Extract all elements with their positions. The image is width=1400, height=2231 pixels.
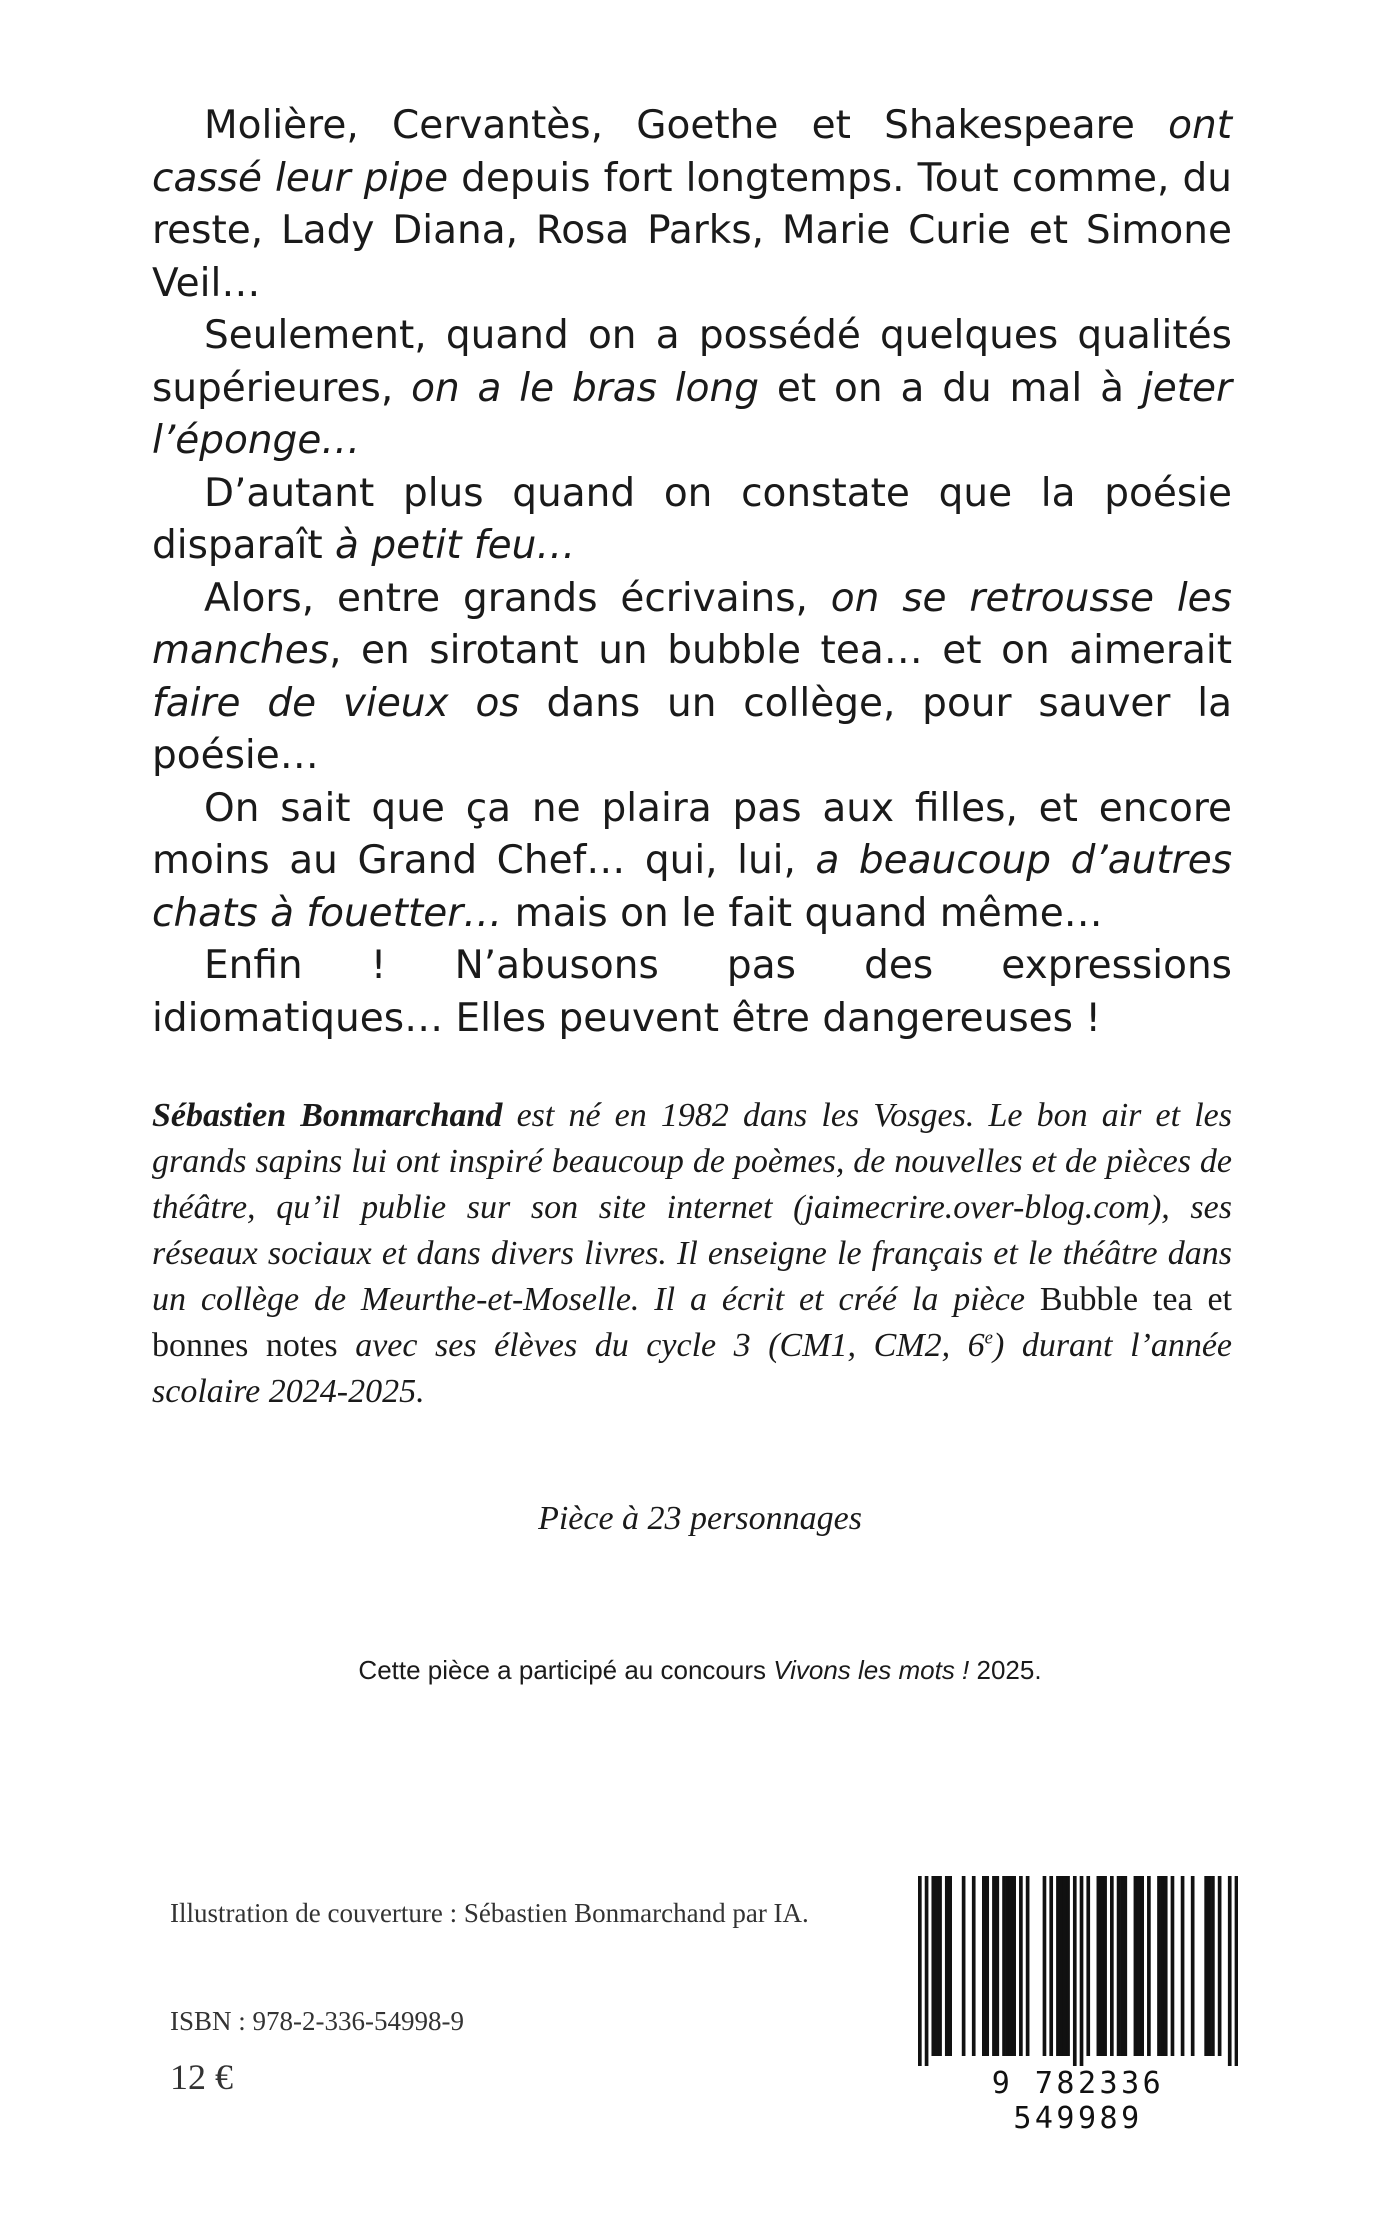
price: 12 € — [170, 2057, 233, 2097]
barcode-bar — [985, 1876, 989, 2056]
barcode-bar — [1147, 1876, 1151, 2056]
barcode — [918, 1876, 1238, 2136]
barcode-bar — [938, 1876, 942, 2056]
barcode-bar — [1019, 1876, 1023, 2056]
barcode-bar — [1097, 1876, 1101, 2056]
blurb-paragraph: Seulement, quand on a possédé quelques qualités supérieures, on a le bras long et on a du mal à jeter l’éponge… — [152, 313, 1233, 463]
barcode-bar — [1009, 1876, 1013, 2056]
barcode-bar — [1123, 1876, 1127, 2056]
blurb-paragraph: Enfin ! N’abusons pas des expressions idiomatiques… Elles peuvent être dangereuses ! — [152, 943, 1232, 1041]
barcode-bar — [1086, 1876, 1090, 2056]
barcode-bar — [1049, 1876, 1053, 2056]
barcode-bar — [1218, 1876, 1222, 2056]
barcode-bar — [962, 1876, 966, 2056]
barcode-bar — [1043, 1876, 1047, 2056]
author-name: Sébastien Bonmarchand — [152, 1097, 503, 1134]
blurb-paragraph: Alors, entre grands écrivains, on se retrousse les manches, en sirotant un bubble tea… et on aimerait faire de vieux os dans un collège, pour sauver la poésie… — [152, 575, 1232, 778]
barcode-bar — [1164, 1876, 1168, 2056]
barcode-digits: 9 782336 549989 — [991, 2066, 1165, 2136]
play-title: Bubble tea et bonnes notes — [152, 1281, 1232, 1364]
barcode-bar — [1228, 1876, 1232, 2066]
barcode-bar — [1181, 1876, 1185, 2056]
barcode-bar — [1208, 1876, 1212, 2056]
barcode-bar — [1211, 1876, 1215, 2056]
barcode-bar — [995, 1876, 999, 2056]
blurb-paragraph: D’autant plus quand on constate que la poésie disparaît à petit feu… — [152, 470, 1232, 568]
barcode-bar — [1103, 1876, 1107, 2056]
barcode-bars — [918, 1876, 1238, 2066]
barcode-bar — [1171, 1876, 1175, 2056]
blurb-paragraph: On sait que ça ne plaira pas aux filles, et encore moins au Grand Chef… qui, lui, a beaucoup d’autres chats à fouetter… mais on le fait quand même… — [152, 785, 1233, 936]
barcode-bar — [935, 1876, 939, 2056]
barcode-bar — [1073, 1876, 1077, 2066]
barcode-bar — [1140, 1876, 1144, 2056]
barcode-bar — [1117, 1876, 1121, 2056]
barcode-bar — [1157, 1876, 1161, 2056]
barcode-bar — [1235, 1876, 1238, 2066]
barcode-bar — [1120, 1876, 1124, 2056]
barcode-bar — [1059, 1876, 1063, 2056]
barcode-bar — [918, 1876, 922, 2066]
barcode-bar — [1012, 1876, 1016, 2056]
barcode-bar — [1137, 1876, 1141, 2056]
cover-credit: Illustration de couverture : Sébastien Bonmarchand par IA. — [170, 1898, 809, 1928]
contest-note: Cette pièce a participé au concours Vivons les mots ! 2025. — [358, 1655, 1042, 1685]
barcode-bar — [1080, 1876, 1084, 2066]
barcode-bar — [1191, 1876, 1195, 2056]
barcode-bar — [1161, 1876, 1165, 2056]
barcode-bar — [945, 1876, 949, 2056]
isbn-number: ISBN : 978-2-336-54998-9 — [170, 2006, 464, 2036]
back-cover-blurb — [152, 100, 1232, 1045]
barcode-bar — [931, 1876, 935, 2056]
author-bio: Sébastien Bonmarchand est né en 1982 dans les Vosges. Le bon air et les grands sapins lui ont inspiré beaucoup de poèmes, de nouvelles et de pièces de théâtre, qu’il publie sur son site internet (jaimecrire.over-blog.com), ses réseaux sociaux et dans divers livres. Il enseigne le français et le théâtre dans un collège de Meurthe-et-Moselle. Il a écrit et créé la pièce Bubble tea et bonnes notes avec ses élèves du cycle 3 (CM1, CM2, 6e) durant l’année scolaire 2024-2025. — [152, 1097, 1233, 1410]
barcode-bar — [948, 1876, 952, 2056]
barcode-bar — [1110, 1876, 1114, 2056]
barcode-bar — [1002, 1876, 1006, 2056]
barcode-bar — [1100, 1876, 1104, 2056]
barcode-bar — [1134, 1876, 1138, 2056]
barcode-bar — [982, 1876, 986, 2056]
barcode-bar — [1066, 1876, 1070, 2056]
barcode-bar — [1006, 1876, 1010, 2056]
barcode-bar — [972, 1876, 976, 2056]
barcode-bar — [1056, 1876, 1060, 2056]
barcode-bar — [925, 1876, 929, 2066]
barcode-bar — [992, 1876, 996, 2056]
barcode-bar — [1204, 1876, 1208, 2056]
barcode-bar — [1026, 1876, 1030, 2056]
blurb-paragraph: Molière, Cervantès, Goethe et Shakespeare ont cassé leur pipe depuis fort longtemps. Tout comme, du reste, Lady Diana, Rosa Parks, Marie Curie et Simone Veil… — [152, 103, 1232, 306]
barcode-bar — [1063, 1876, 1067, 2056]
character-count: Pièce à 23 personnages — [538, 1500, 862, 1537]
